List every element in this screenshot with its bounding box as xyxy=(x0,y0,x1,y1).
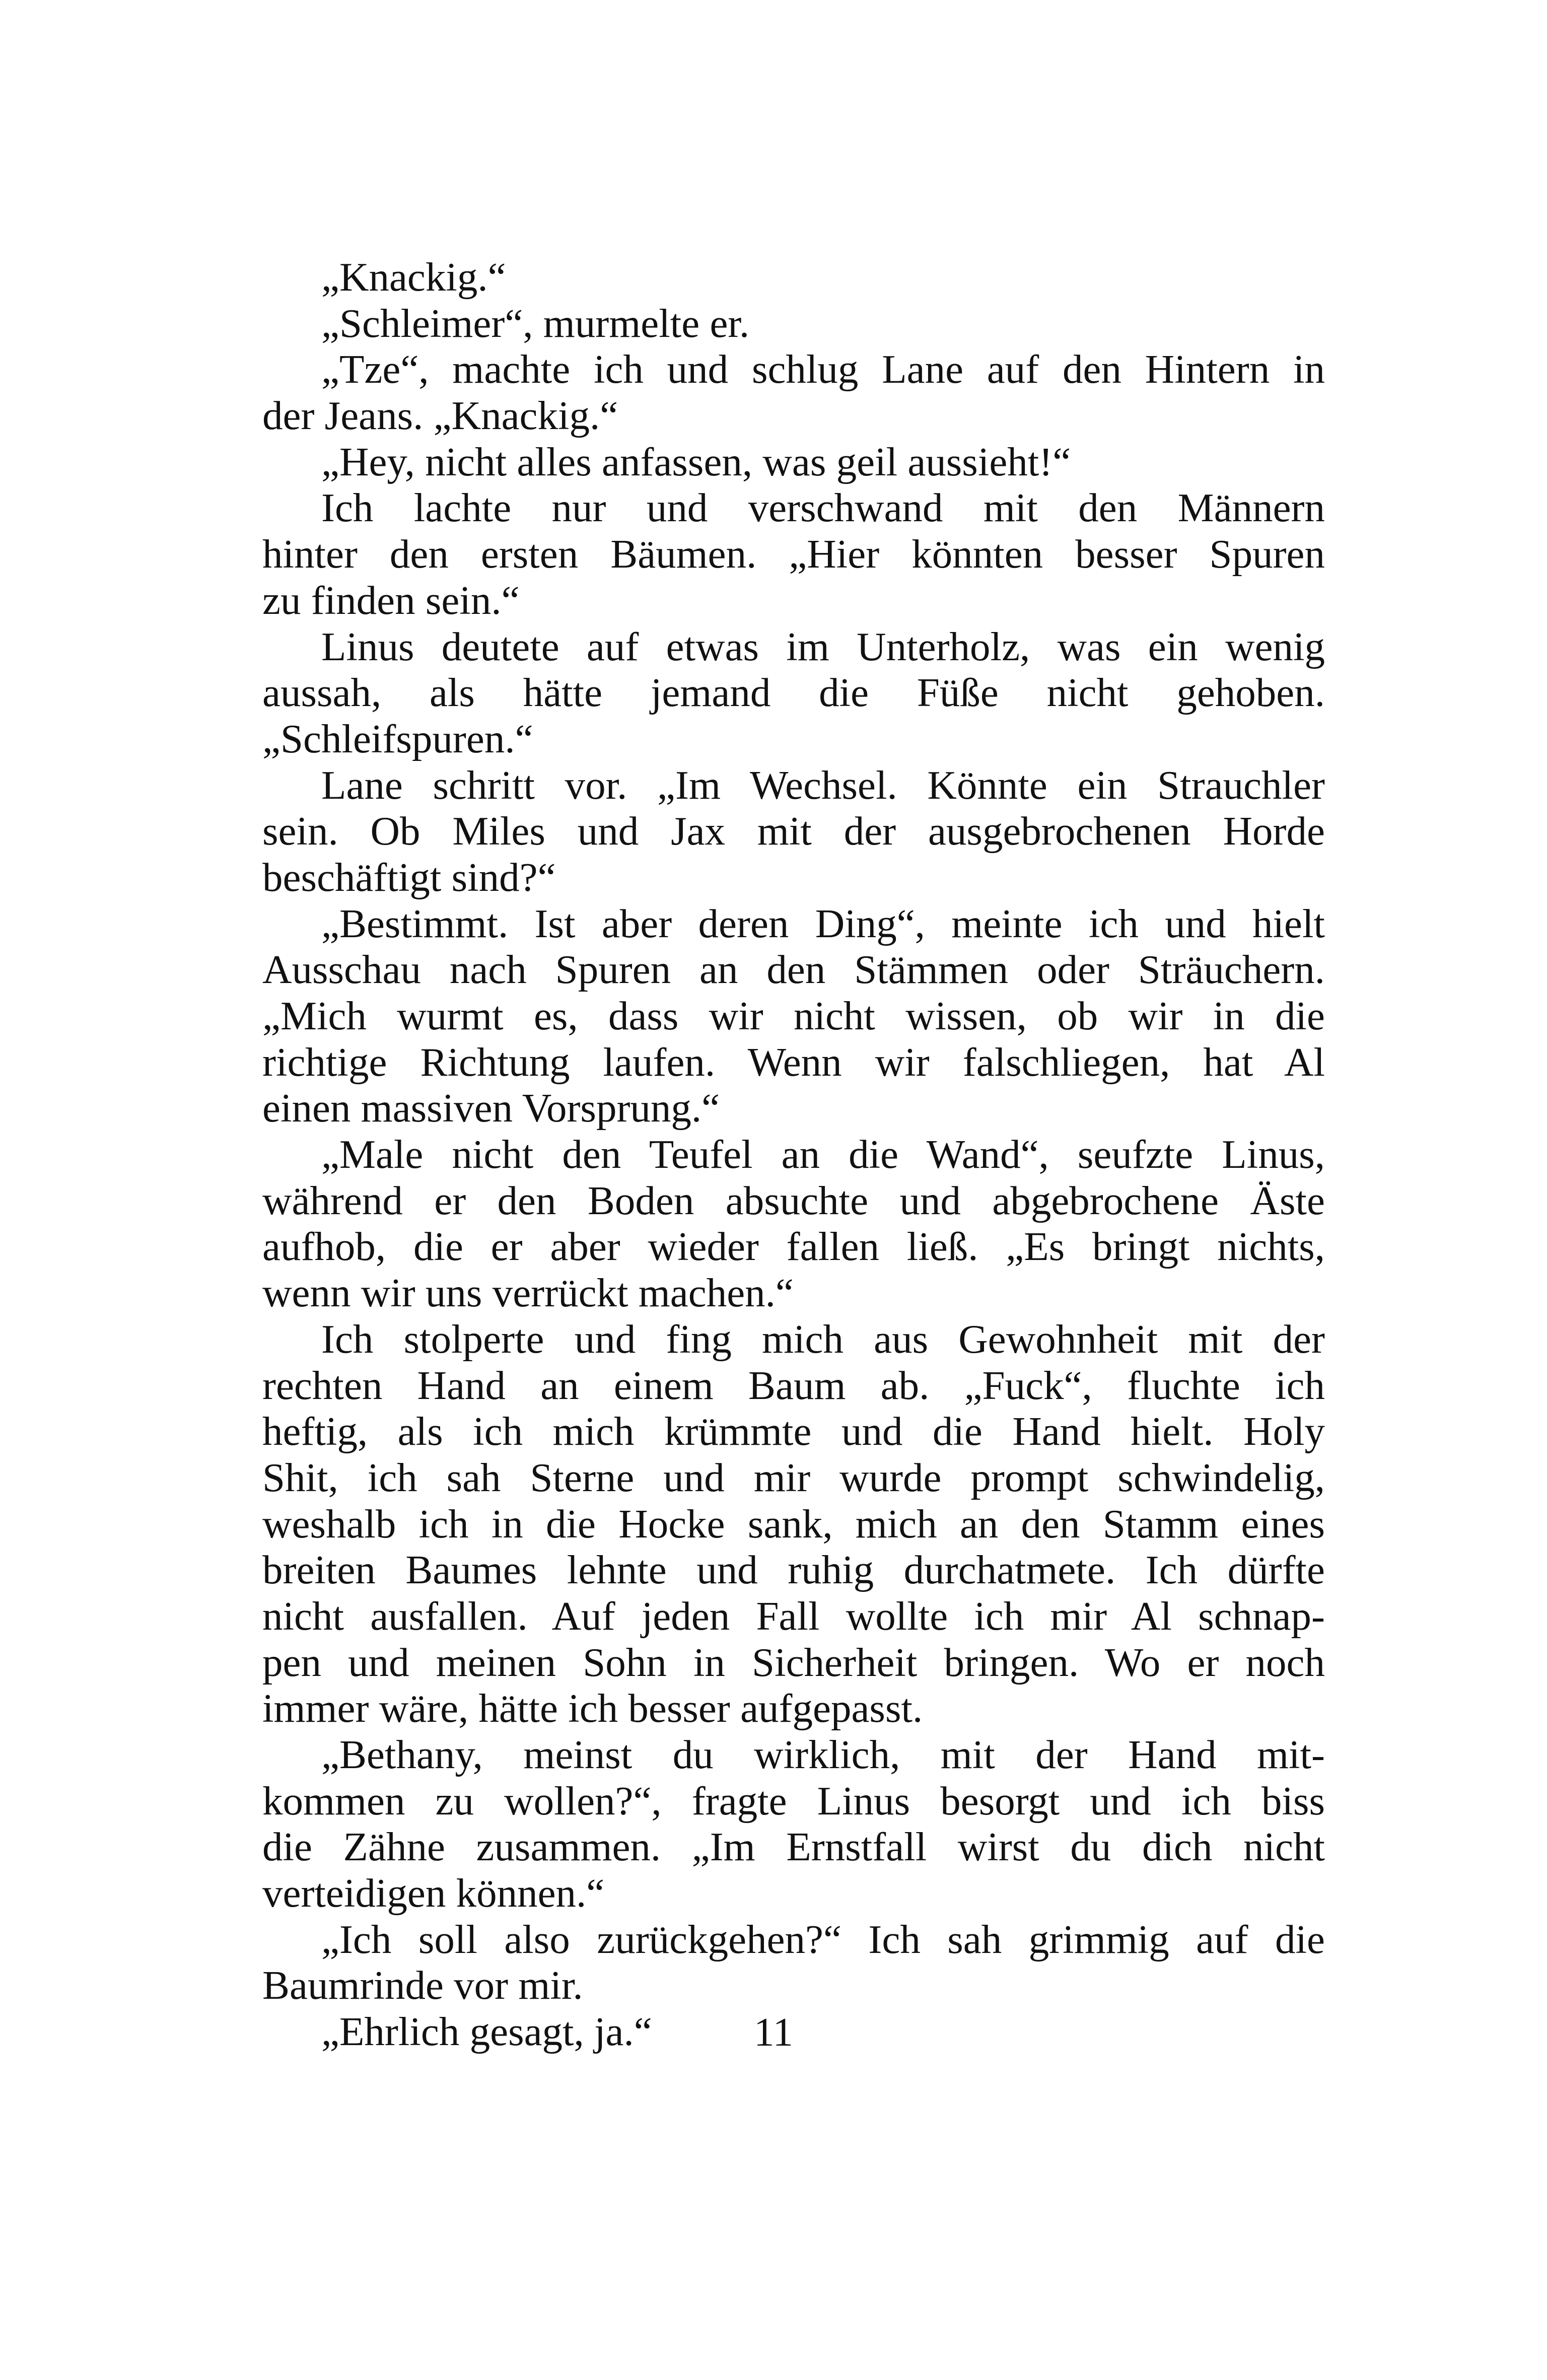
text-line: rechten Hand an einem Baum ab. „Fuck“, fluchte ich xyxy=(262,1362,1325,1408)
text-line: immer wäre, hätte ich besser aufgepasst. xyxy=(262,1686,923,1731)
text-line: aussah, als hätte jemand die Füße nicht gehoben. xyxy=(262,670,1325,716)
text-line: „Male nicht den Teufel an die Wand“, seufzte Linus, xyxy=(321,1132,1325,1177)
text-line: kommen zu wollen?“, fragte Linus besorgt und ich biss xyxy=(262,1778,1325,1824)
text-line: „Tze“, machte ich und schlug Lane auf den Hintern in xyxy=(321,346,1325,392)
text-line: „Bestimmt. Ist aber deren Ding“, meinte ich und hielt xyxy=(321,900,1325,946)
text-line: einen massiven Vorsprung.“ xyxy=(262,1085,720,1131)
text-line: Ich stolperte und fing mich aus Gewohnheit mit der xyxy=(321,1316,1325,1362)
text-line: hinter den ersten Bäumen. „Hier könnten besser Spuren xyxy=(262,531,1325,577)
text-line: Linus deutete auf etwas im Unterholz, was ein wenig xyxy=(321,623,1325,669)
text-line: Ich lachte nur und verschwand mit den Männern xyxy=(321,485,1325,531)
text-line: „Ich soll also zurückgehen?“ Ich sah grimmig auf die xyxy=(321,1916,1325,1962)
body-text xyxy=(262,254,1325,2055)
text-line: aufhob, die er aber wieder fallen ließ. „Es bringt nichts, xyxy=(262,1224,1325,1270)
text-line: nicht ausfallen. Auf jeden Fall wollte ich mir Al schnap- xyxy=(262,1593,1325,1639)
text-line: zu finden sein.“ xyxy=(262,577,520,623)
text-line: Baumrinde vor mir. xyxy=(262,1963,583,2008)
text-line: „Bethany, meinst du wirklich, mit der Hand mit- xyxy=(321,1732,1325,1777)
text-line: Lane schritt vor. „Im Wechsel. Könnte ein Strauchler xyxy=(321,762,1325,808)
text-line: „Schleifspuren.“ xyxy=(262,716,533,761)
text-line: heftig, als ich mich krümmte und die Hand hielt. Holy xyxy=(262,1409,1325,1454)
text-line: „Ehrlich gesagt, ja.“ xyxy=(321,2009,652,2055)
text-line: „Hey, nicht alles anfassen, was geil aussieht!“ xyxy=(321,439,1071,484)
text-line: richtige Richtung laufen. Wenn wir falschliegen, hat Al xyxy=(262,1039,1325,1085)
text-line: während er den Boden absuchte und abgebrochene Äste xyxy=(262,1177,1325,1223)
text-line: „Mich wurmt es, dass wir nicht wissen, ob wir in die xyxy=(262,993,1325,1038)
text-line: Ausschau nach Spuren an den Stämmen oder Sträuchern. xyxy=(262,947,1325,993)
text-line: „Schleimer“, murmelte er. xyxy=(321,300,750,346)
text-line: breiten Baumes lehnte und ruhig durchatmete. Ich dürfte xyxy=(262,1547,1325,1593)
text-line: weshalb ich in die Hocke sank, mich an den Stamm eines xyxy=(262,1501,1325,1547)
page-number: 11 xyxy=(754,2009,793,2055)
text-line: beschäftigt sind?“ xyxy=(262,854,556,900)
text-line: pen und meinen Sohn in Sicherheit bringen. Wo er noch xyxy=(262,1639,1325,1685)
text-line: verteidigen können.“ xyxy=(262,1870,605,1916)
text-line: der Jeans. „Knackig.“ xyxy=(262,393,618,439)
text-line: Shit, ich sah Sterne und mir wurde prompt schwindelig, xyxy=(262,1454,1325,1500)
text-line: wenn wir uns verrückt machen.“ xyxy=(262,1270,794,1316)
text-line: sein. Ob Miles und Jax mit der ausgebrochenen Horde xyxy=(262,808,1325,854)
text-line: „Knackig.“ xyxy=(321,254,506,300)
text-line: die Zähne zusammen. „Im Ernstfall wirst du dich nicht xyxy=(262,1824,1325,1870)
